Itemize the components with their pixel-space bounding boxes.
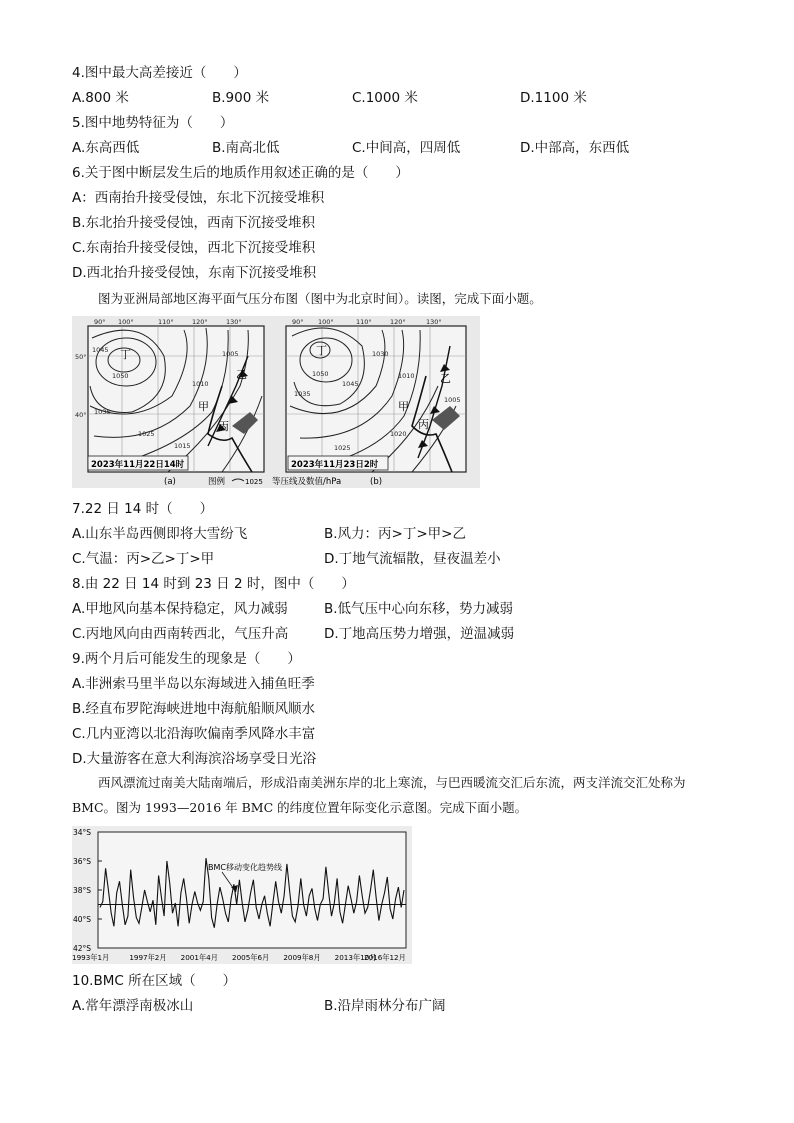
q9-option-b: B.经直布罗陀海峡进地中海航船顺风顺水 [72,701,316,717]
map-b-isobar-1010: 1010 [398,372,415,380]
x-tick-label: 1997年2月 [129,953,167,962]
pressure-map-svg [72,316,480,488]
map-a-lat-50: 50° [75,353,87,361]
x-tick-label: 2016年12月 [364,953,406,962]
map-a-isobar-1045: 1045 [92,346,109,354]
x-tick-label: 1993年1月 [72,953,110,962]
map-b-lon-100: 100° [318,318,334,326]
map-b-lon-130: 130° [426,318,442,326]
q5-option-a: A.东高西低 [72,140,140,156]
map-intro-text: 图为亚洲局部地区海平面气压分布图（图中为北京时间）。读图，完成下面小题。 [98,291,542,306]
map-b-label-ding: 丁 [316,344,327,357]
y-tick-label: 36°S [73,857,92,866]
map-a-lon-100: 100° [118,318,134,326]
q5-option-c: C.中间高，四周低 [352,140,461,156]
map-intro [72,286,722,311]
map-b-label-bing: 丙 [418,418,429,431]
map-b-isobar-1020: 1020 [390,430,407,438]
q8-stem: 8.由 22 日 14 时到 23 日 2 时，图中（ ） [72,576,355,592]
x-tick-label: 2005年6月 [232,953,270,962]
bmc-intro [72,770,722,820]
map-a-isobar-1010: 1010 [192,380,209,388]
map-b-isobar-1030: 1030 [372,350,389,358]
map-a-isobar-1035: 1035 [94,408,111,416]
q7-stem: 7.22 日 14 时（ ） [72,501,214,517]
q6-option-c: C.东南抬升接受侵蚀，西北下沉接受堆积 [72,240,316,256]
pressure-map-figure [72,316,480,488]
q6-option-a: A：西南抬升接受侵蚀，东北下沉接受堆积 [72,190,325,206]
map-b-label-jia: 甲 [398,400,409,413]
map-a-label-jia: 甲 [198,400,209,413]
map-b-caption: (b) [370,477,383,487]
q9-option-c: C.几内亚湾以北沿海吹偏南季风降水丰富 [72,726,316,742]
legend-value: 1025 [245,478,263,486]
map-a-lon-120: 120° [192,318,208,326]
map-a-label-yi: 乙 [236,368,247,381]
q8-option-d: D.丁地高压势力增强，逆温减弱 [324,626,515,642]
legend-text: 等压线及数值/hPa [272,477,342,487]
q9-option-d: D.大量游客在意大利海滨浴场享受日光浴 [72,751,317,767]
legend-label: 图例 [208,477,226,487]
map-b-label-yi: 乙 [440,372,451,385]
y-tick-label: 42°S [73,944,92,953]
q5-stem: 5.图中地势特征为（ ） [72,115,234,131]
q7-option-a: A.山东半岛西侧即将大雪纷飞 [72,526,248,542]
map-a-isobar-1025: 1025 [138,430,155,438]
map-a-date: 2023年11月22日14时 [91,460,185,470]
map-a-lon-130: 130° [226,318,242,326]
bmc-intro-text: 西风漂流过南美大陆南端后，形成沿南美洲东岸的北上寒流，与巴西暖流交汇后东流，两支洋流交汇处称为 BMC。图为 1993—2016 年 BMC 的纬度位置年际变化示意图。完成下面小题。 [72,775,686,815]
map-a-label-ding: 丁 [120,348,131,361]
q8-option-c: C.丙地风向由西南转西北，气压升高 [72,626,289,642]
map-b-lon-110: 110° [356,318,372,326]
q5-option-b: B.南高北低 [212,140,280,156]
map-b-isobar-1005: 1005 [444,396,461,404]
map-b-lon-90: 90° [292,318,304,326]
x-tick-label: 2013年10月 [334,953,377,962]
map-a [75,318,264,472]
map-a-label-bing: 丙 [218,420,229,433]
q7-option-d: D.丁地气流辐散，昼夜温差小 [324,551,501,567]
x-tick-label: 2009年8月 [283,953,321,962]
q6-stem: 6.关于图中断层发生后的地质作用叙述正确的是（ ） [72,165,409,181]
q4-option-c: C.1000 米 [352,90,418,106]
q4-stem: 4.图中最大高差接近（ ） [72,65,247,81]
q9-stem: 9.两个月后可能发生的现象是（ ） [72,651,301,667]
q10-option-b: B.沿岸雨林分布广阔 [324,998,446,1014]
map-b-isobar-1045: 1045 [342,380,359,388]
bmc-chart-svg [72,826,412,964]
q7-option-b: B.风力：丙>丁>甲>乙 [324,526,466,542]
map-b-isobar-1035: 1035 [294,390,311,398]
map-b-isobar-1025: 1025 [334,444,351,452]
q8-option-b: B.低气压中心向东移，势力减弱 [324,601,514,617]
map-a-lon-110: 110° [158,318,174,326]
map-b [286,318,466,472]
q10-stem: 10.BMC 所在区域（ ） [72,973,237,989]
y-tick-label: 34°S [73,828,92,837]
map-b-isobar-1050: 1050 [312,370,329,378]
map-a-isobar-1015: 1015 [174,442,191,450]
map-b-date: 2023年11月23日2时 [291,460,379,470]
map-b-lon-120: 120° [390,318,406,326]
x-tick-label: 2001年4月 [180,953,218,962]
map-a-caption: (a) [164,477,176,487]
map-a-isobar-1005: 1005 [222,350,239,358]
bmc-chart [72,826,412,964]
q8-option-a: A.甲地风向基本保持稳定，风力减弱 [72,601,288,617]
q6-option-d: D.西北抬升接受侵蚀，东南下沉接受堆积 [72,265,317,281]
map-a-lon-90: 90° [94,318,106,326]
map-a-lat-40: 40° [75,411,87,419]
q4-option-b: B.900 米 [212,90,270,106]
q9-option-a: A.非洲索马里半岛以东海域进入捕鱼旺季 [72,676,315,692]
map-a-isobar-1050: 1050 [112,372,129,380]
q7-option-c: C.气温：丙>乙>丁>甲 [72,551,215,567]
bmc-annotation: BMC移动变化趋势线 [208,863,282,872]
y-tick-label: 40°S [73,915,92,924]
q4-option-d: D.1100 米 [520,90,587,106]
q5-option-d: D.中部高，东西低 [520,140,630,156]
q6-option-b: B.东北抬升接受侵蚀，西南下沉接受堆积 [72,215,316,231]
q4-option-a: A.800 米 [72,90,129,106]
y-tick-label: 38°S [73,886,92,895]
q10-option-a: A.常年漂浮南极冰山 [72,998,194,1014]
